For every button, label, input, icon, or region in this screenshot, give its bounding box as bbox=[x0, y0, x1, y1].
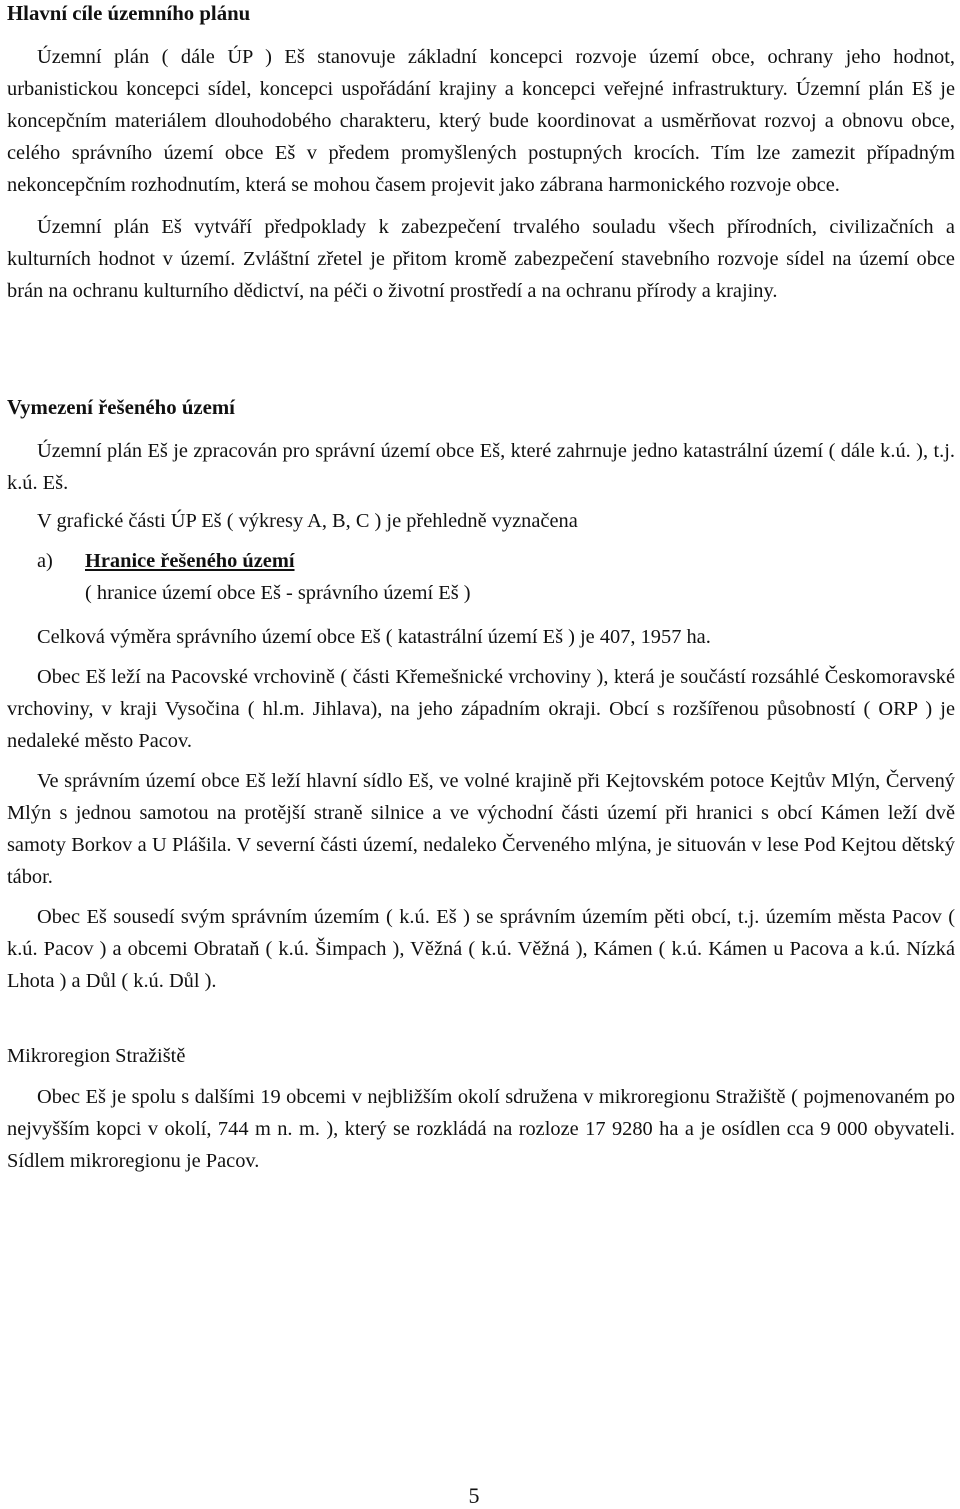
document-page bbox=[7, 0, 955, 1177]
paragraph-territory-settlements: Ve správním území obce Eš leží hlavní sídlo Eš, ve volné krajině při Kejtovském potoce Kejtův Mlýn, Červený Mlýn s jednou samotou na protější straně silnice a ve východní části území při hranici s obcí Kámen leží dvě samoty Borkov a U Plášila. V severní části území, nedaleko Červeného mlýna, je situován v lese Pod Kejtou dětský tábor. bbox=[7, 770, 955, 888]
paragraph-territory-2: V grafické části ÚP Eš ( výkresy A, B, C ) je přehledně vyznačena bbox=[37, 510, 578, 532]
list-item-a-heading: Hranice řešeného území bbox=[85, 550, 295, 572]
list-item-a bbox=[7, 545, 955, 577]
list-item-a-label: a) bbox=[37, 550, 53, 572]
paragraph-territory-1: Územní plán Eš je zpracován pro správní území obce Eš, které zahrnuje jedno katastrální území ( dále k.ú. ), t.j. k.ú. Eš. bbox=[7, 440, 955, 494]
paragraph-territory-area: Celková výměra správního území obce Eš ( katastrální území Eš ) je 407, 1957 ha. bbox=[37, 626, 711, 648]
section-heading-microregion: Mikroregion Stražiště bbox=[7, 1045, 186, 1067]
paragraph-goals-2: Územní plán Eš vytváří předpoklady k zabezpečení trvalého souladu všech přírodních, civilizačních a kulturních hodnot v území. Zvláštní zřetel je přitom kromě zabezpečení stavebního rozvoje sídel na území obce brán na ochranu kulturního dědictví, na péči o životní prostředí a na ochranu přírody a krajiny. bbox=[7, 216, 955, 302]
paragraph-territory-location: Obec Eš leží na Pacovské vrchovině ( části Křemešnické vrchoviny ), která je součástí rozsáhlé Českomoravské vrchoviny, v kraji Vysočina ( hl.m. Jihlava), na jeho západním okraji. Obcí s rozšířenou působností ( ORP ) je nedaleké město Pacov. bbox=[7, 666, 955, 752]
section-heading-goals: Hlavní cíle územního plánu bbox=[7, 2, 251, 25]
page-number: 5 bbox=[468, 1483, 480, 1508]
paragraph-microregion: Obec Eš je spolu s dalšími 19 obcemi v nejbližším okolí sdružena v mikroregionu Stražiště ( pojmenovaném po nejvyšším kopci v okolí, 744 m n. m. ), který se rozkládá na rozloze 17 9280 ha a je osídlen cca 9 000 obyvateli. Sídlem mikroregionu je Pacov. bbox=[7, 1086, 955, 1172]
paragraph-goals-1: Územní plán ( dále ÚP ) Eš stanovuje základní koncepci rozvoje území obce, ochrany jeho hodnot, urbanistickou koncepci sídel, koncepci uspořádání krajiny a koncepci veřejné infrastruktury. Územní plán Eš je koncepčním materiálem dlouhodobého charakteru, který bude koordinovat a usměrňovat rozvoj a obnovu obce, celého správního území obce Eš v předem promyšlených postupných krocích. Tím lze zamezit případným nekoncepčním rozhodnutím, která se mohou časem projevit jako zábrana harmonického rozvoje obce. bbox=[7, 46, 955, 196]
paragraph-territory-neighbours: Obec Eš sousedí svým správním územím ( k.ú. Eš ) se správním územím pěti obcí, t.j. územím města Pacov ( k.ú. Pacov ) a obcemi Obrataň ( k.ú. Šimpach ), Věžná ( k.ú. Věžná ), Kámen ( k.ú. Kámen u Pacova a k.ú. Nízká Lhota ) a Důl ( k.ú. Důl ). bbox=[7, 906, 955, 992]
section-heading-territory: Vymezení řešeného území bbox=[7, 396, 235, 419]
list-item-a-subtext: ( hranice území obce Eš - správního území Eš ) bbox=[85, 582, 471, 604]
